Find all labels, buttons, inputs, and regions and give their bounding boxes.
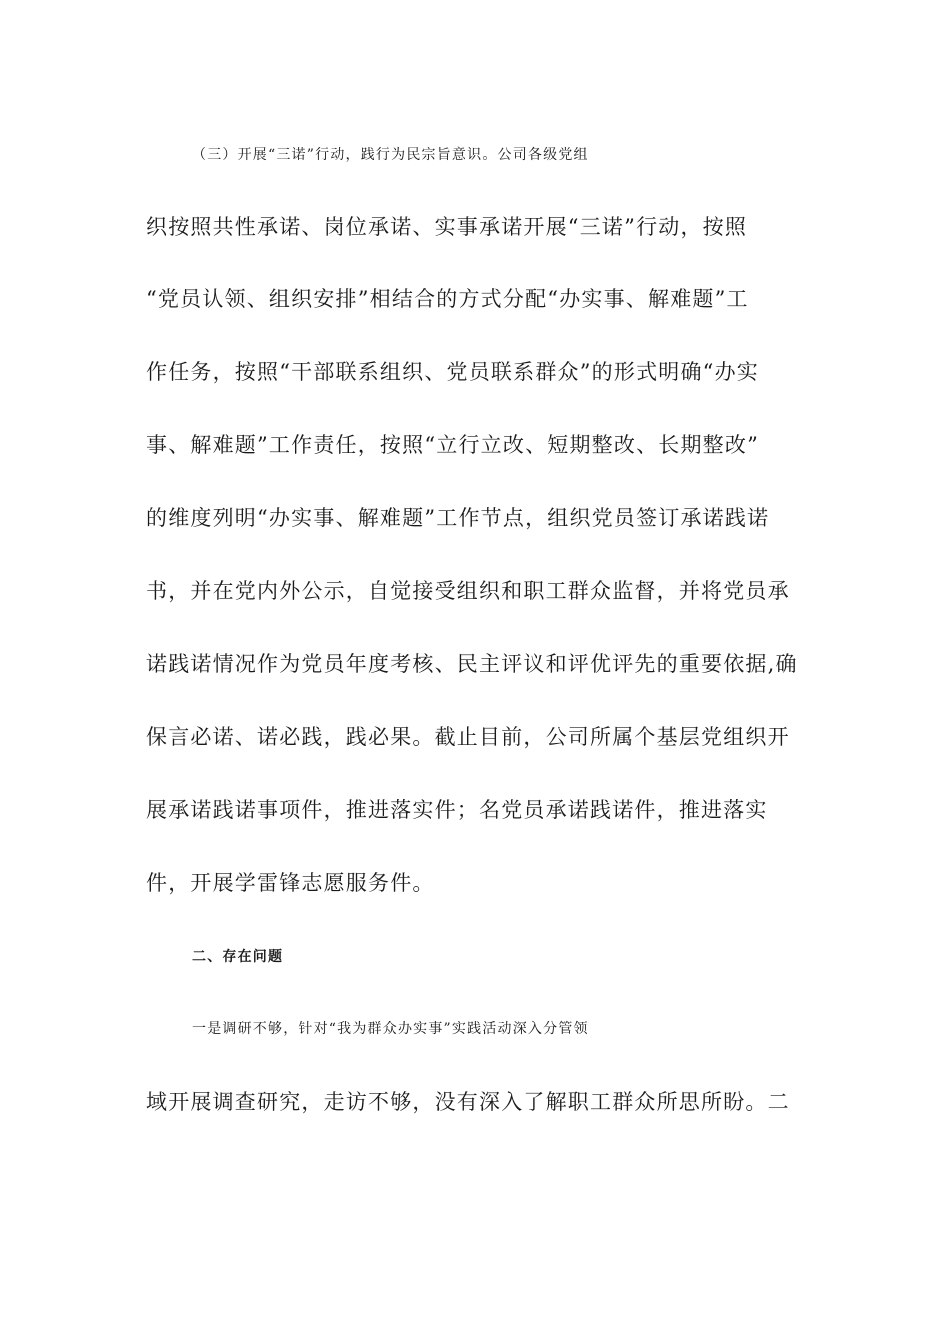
paragraph-line: “党员认领、组织安排”相结合的方式分配“办实事、解难题”工 [146,287,749,311]
paragraph-line: 件，开展学雷锋志愿服务件。 [146,871,435,895]
paragraph-line: 织按照共性承诺、岗位承诺、实事承诺开展“三诺”行动，按照 [146,215,748,239]
paragraph-line: 诺践诺情况作为党员年度考核、民主评议和评优评先的重要依据,确 [146,652,798,676]
paragraph-line: 书，并在党内外公示，自觉接受组织和职工群众监督，并将党员承 [146,579,790,603]
paragraph-line: 作任务，按照“干部联系组织、党员联系群众”的形式明确“办实 [146,360,760,384]
paragraph-line: 域开展调查研究，走访不够，没有深入了解职工群众所思所盼。二 [146,1090,790,1114]
paragraph-line: 展承诺践诺事项件，推进落实件；名党员承诺践诺件，推进落实 [146,798,768,822]
paragraph-line: 保言必诺、诺必践，践必果。截止目前，公司所属个基层党组织开 [146,725,790,749]
paragraph-line: （三）开展“三诺”行动，践行为民宗旨意识。公司各级党组 [192,147,589,163]
section-heading: 二、存在问题 [192,949,284,965]
paragraph-line: 一是调研不够，针对“我为群众办实事”实践活动深入分管领 [192,1021,589,1037]
paragraph-line: 的维度列明“办实事、解难题”工作节点，组织党员签订承诺践诺 [146,506,770,530]
paragraph-line: 事、解难题”工作责任，按照“立行立改、短期整改、长期整改” [146,433,760,457]
